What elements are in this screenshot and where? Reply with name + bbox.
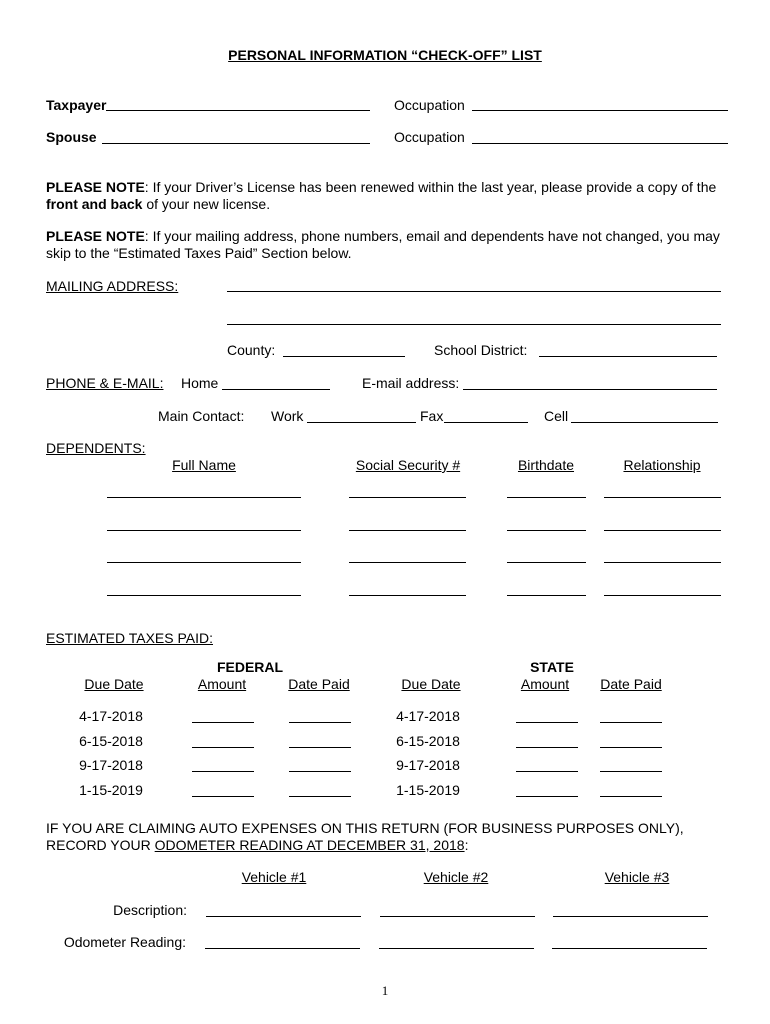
- cell-phone-field[interactable]: [571, 422, 718, 423]
- dependent-name-field[interactable]: [107, 562, 301, 563]
- page-title: PERSONAL INFORMATION “CHECK-OFF” LIST: [228, 47, 542, 63]
- auto-expenses-instruction: IF YOU ARE CLAIMING AUTO EXPENSES ON THIS RETURN (FOR BUSINESS PURPOSES ONLY),: [46, 820, 684, 836]
- fax-field[interactable]: [444, 422, 528, 423]
- odometer-instruction-emphasis: ODOMETER READING AT DECEMBER 31, 2018: [154, 837, 465, 853]
- dependent-relationship-field[interactable]: [604, 530, 721, 531]
- state-date-paid-field[interactable]: [600, 747, 662, 748]
- state-due-date-header: Due Date: [401, 676, 461, 692]
- federal-date-paid-field[interactable]: [289, 771, 351, 772]
- note-skip: [46, 228, 736, 262]
- dependent-ssn-field[interactable]: [349, 530, 466, 531]
- vehicle-2-header: Vehicle #2: [423, 869, 489, 885]
- federal-amount-header: Amount: [197, 676, 247, 692]
- vehicle-1-header: Vehicle #1: [241, 869, 307, 885]
- state-amount-field[interactable]: [516, 796, 578, 797]
- dependent-name-field[interactable]: [107, 497, 301, 498]
- estimated-taxes-heading: ESTIMATED TAXES PAID:: [46, 630, 213, 646]
- state-due-date: 4-17-2018: [396, 708, 460, 724]
- federal-amount-field[interactable]: [192, 771, 254, 772]
- email-field[interactable]: [463, 389, 717, 390]
- state-due-date: 1-15-2019: [396, 782, 460, 798]
- home-phone-field[interactable]: [222, 389, 330, 390]
- mailing-address-line-2[interactable]: [227, 324, 721, 325]
- vehicle-3-header: Vehicle #3: [604, 869, 670, 885]
- fax-label: Fax: [420, 408, 444, 424]
- main-contact-label: Main Contact:: [158, 408, 245, 424]
- state-due-date: 9-17-2018: [396, 757, 460, 773]
- page-number: 1: [381, 983, 389, 998]
- phone-email-heading: PHONE & E-MAIL:: [46, 375, 164, 391]
- note-text: : If your mailing address, phone numbers, email and dependents have not changed, you may skip to the “Estimated Taxes Paid” Section below.: [46, 228, 720, 261]
- state-date-paid-header: Date Paid: [600, 676, 662, 692]
- description-label: Description:: [113, 902, 187, 918]
- dependents-heading: DEPENDENTS:: [46, 440, 146, 456]
- note-text: of your new license.: [142, 196, 271, 212]
- dependent-relationship-field[interactable]: [604, 497, 721, 498]
- dependent-ssn-field[interactable]: [349, 497, 466, 498]
- vehicle-1-odometer-field[interactable]: [205, 948, 360, 949]
- federal-due-date: 9-17-2018: [79, 757, 143, 773]
- odometer-instruction: [46, 837, 468, 853]
- federal-due-date: 4-17-2018: [79, 708, 143, 724]
- vehicle-3-description-field[interactable]: [553, 916, 708, 917]
- state-heading: STATE: [530, 659, 574, 675]
- federal-heading: FEDERAL: [216, 659, 284, 675]
- spouse-field[interactable]: [102, 143, 370, 144]
- vehicle-3-odometer-field[interactable]: [552, 948, 707, 949]
- dependent-relationship-field[interactable]: [604, 562, 721, 563]
- column-full-name: Full Name: [172, 457, 236, 473]
- taxpayer-field[interactable]: [106, 110, 370, 111]
- state-amount-field[interactable]: [516, 747, 578, 748]
- county-field[interactable]: [283, 356, 405, 357]
- federal-date-paid-field[interactable]: [289, 796, 351, 797]
- mailing-address-line-1[interactable]: [227, 291, 721, 292]
- state-date-paid-field[interactable]: [600, 796, 662, 797]
- vehicle-2-description-field[interactable]: [380, 916, 535, 917]
- dependent-ssn-field[interactable]: [349, 595, 466, 596]
- spouse-occupation-label: Occupation: [394, 129, 465, 145]
- dependent-birthdate-field[interactable]: [507, 595, 586, 596]
- federal-amount-field[interactable]: [192, 747, 254, 748]
- dependent-name-field[interactable]: [107, 595, 301, 596]
- dependent-ssn-field[interactable]: [349, 562, 466, 563]
- spouse-occupation-field[interactable]: [472, 143, 728, 144]
- school-district-field[interactable]: [539, 356, 717, 357]
- column-relationship: Relationship: [623, 457, 701, 473]
- home-phone-label: Home: [181, 375, 219, 391]
- note-text: : If your Driver’s License has been renewed within the last year, please provide a copy of the: [144, 179, 717, 195]
- taxpayer-label: Taxpayer: [46, 97, 107, 113]
- federal-date-paid-field[interactable]: [289, 722, 351, 723]
- odometer-instruction-pre: RECORD YOUR: [46, 837, 155, 853]
- note-drivers-license: [46, 179, 736, 213]
- dependent-birthdate-field[interactable]: [507, 497, 586, 498]
- odometer-reading-label: Odometer Reading:: [63, 934, 186, 950]
- taxpayer-occupation-label: Occupation: [394, 97, 465, 113]
- column-social-security: Social Security #: [355, 457, 461, 473]
- dependent-birthdate-field[interactable]: [507, 562, 586, 563]
- work-phone-field[interactable]: [307, 422, 416, 423]
- county-label: County:: [227, 342, 276, 358]
- state-amount-field[interactable]: [516, 722, 578, 723]
- state-date-paid-field[interactable]: [600, 722, 662, 723]
- note-lead: PLEASE NOTE: [46, 228, 145, 244]
- dependent-birthdate-field[interactable]: [507, 530, 586, 531]
- email-label: E-mail address:: [362, 375, 460, 391]
- note-lead: PLEASE NOTE: [46, 179, 145, 195]
- dependent-name-field[interactable]: [107, 530, 301, 531]
- odometer-instruction-post: :: [464, 837, 469, 853]
- federal-amount-field[interactable]: [192, 722, 254, 723]
- federal-date-paid-header: Date Paid: [288, 676, 350, 692]
- mailing-address-heading: MAILING ADDRESS:: [46, 278, 179, 294]
- federal-due-date: 1-15-2019: [79, 782, 143, 798]
- taxpayer-occupation-field[interactable]: [472, 110, 728, 111]
- cell-phone-label: Cell: [544, 408, 569, 424]
- spouse-label: Spouse: [46, 129, 97, 145]
- work-phone-label: Work: [271, 408, 304, 424]
- federal-due-date: 6-15-2018: [79, 733, 143, 749]
- state-date-paid-field[interactable]: [600, 771, 662, 772]
- federal-due-date-header: Due Date: [84, 676, 144, 692]
- federal-date-paid-field[interactable]: [289, 747, 351, 748]
- state-amount-header: Amount: [520, 676, 570, 692]
- column-birthdate: Birthdate: [517, 457, 575, 473]
- state-due-date: 6-15-2018: [396, 733, 460, 749]
- state-amount-field[interactable]: [516, 771, 578, 772]
- vehicle-1-description-field[interactable]: [206, 916, 361, 917]
- vehicle-2-odometer-field[interactable]: [379, 948, 534, 949]
- dependent-relationship-field[interactable]: [604, 595, 721, 596]
- federal-amount-field[interactable]: [192, 796, 254, 797]
- note-bold: front and back: [46, 196, 143, 212]
- school-district-label: School District:: [434, 342, 528, 358]
